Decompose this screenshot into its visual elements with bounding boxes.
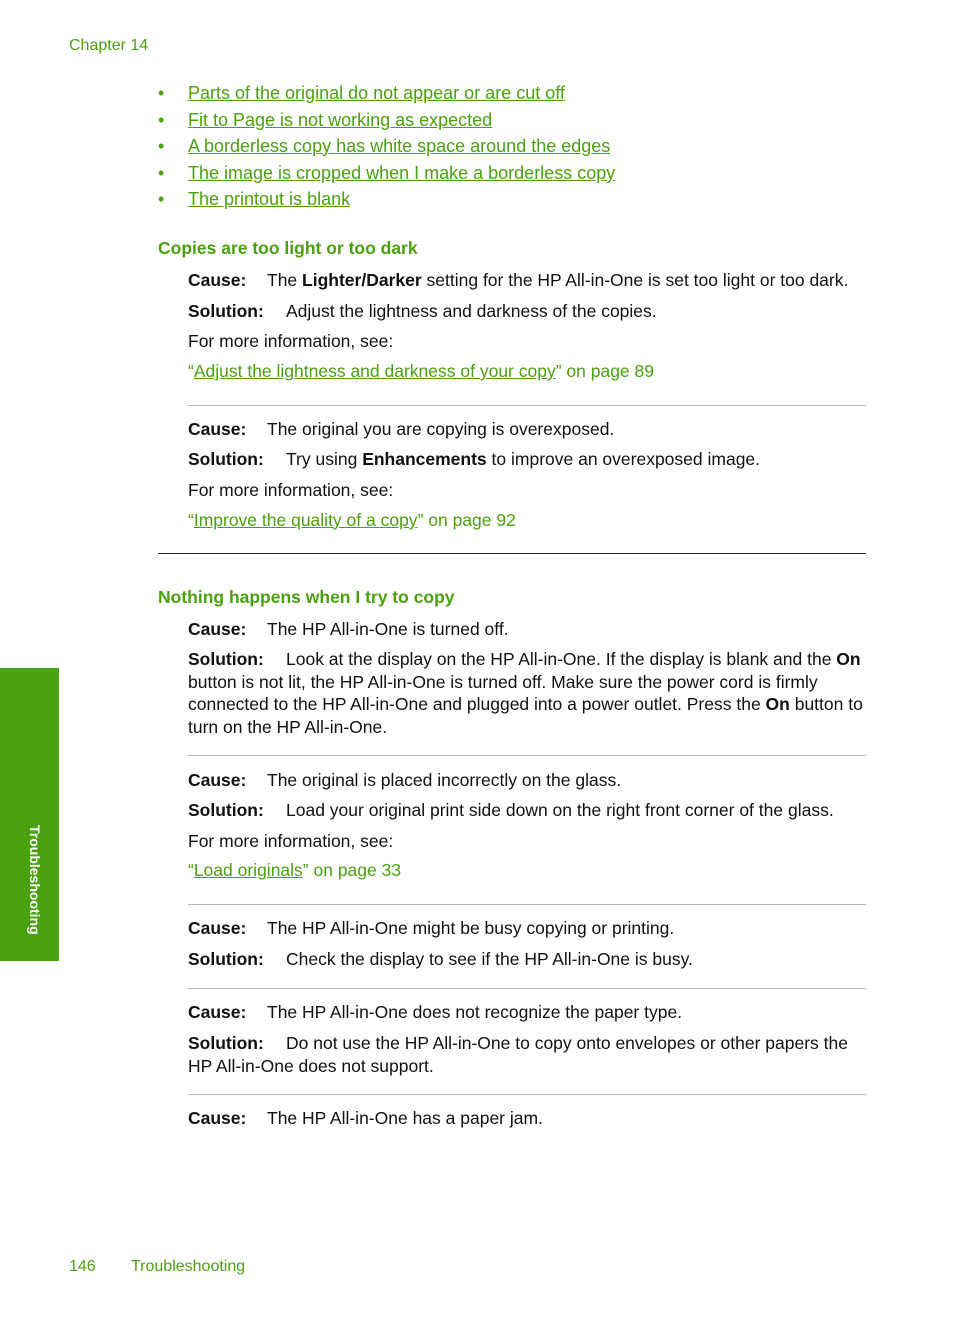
section-divider — [158, 553, 866, 554]
toc-link[interactable]: Fit to Page is not working as expected — [188, 109, 493, 130]
cause-label: Cause: — [188, 419, 247, 439]
toc-link[interactable]: Parts of the original do not appear or are cut off — [188, 83, 565, 103]
page-number: 146 — [69, 1258, 96, 1275]
cause-paragraph: Cause: The Lighter/Darker setting for the HP All-in-One is set too light or too dark. — [188, 270, 849, 290]
solution-paragraph: Solution: Try using Enhancements to improve an overexposed image. — [188, 449, 761, 469]
bullet-icon: • — [158, 109, 165, 130]
more-info-text: For more information, see: — [188, 831, 394, 851]
divider — [188, 904, 866, 905]
solution-label: Solution: — [188, 449, 264, 469]
side-tab-label: Troubleshooting — [27, 825, 43, 935]
solution-label: Solution: — [188, 301, 264, 321]
section-heading: Nothing happens when I try to copy — [158, 587, 455, 607]
cause-label: Cause: — [188, 918, 247, 938]
solution-paragraph: Solution: Do not use the HP All-in-One to copy onto envelopes or other papers the HP All-in-One does not support. — [188, 1033, 848, 1076]
divider — [188, 755, 866, 756]
cross-reference-link[interactable]: Adjust the lightness and darkness of your copy — [193, 361, 556, 381]
list-item — [158, 160, 615, 187]
cause-label: Cause: — [188, 619, 247, 639]
footer-title: Troubleshooting — [131, 1258, 246, 1275]
more-info-text: For more information, see: — [188, 480, 394, 500]
toc-link[interactable]: The printout is blank — [188, 189, 351, 209]
solution-paragraph: Solution: Adjust the lightness and darkness of the copies. — [188, 301, 657, 321]
list-item — [158, 186, 615, 213]
divider — [188, 1094, 866, 1095]
solution-label: Solution: — [188, 649, 264, 669]
cause-paragraph: Cause: The HP All-in-One might be busy copying or printing. — [188, 918, 675, 938]
bullet-icon: • — [158, 136, 165, 156]
cross-reference-link[interactable]: Load originals — [193, 860, 303, 880]
divider — [188, 405, 866, 406]
list-item — [158, 80, 615, 107]
cause-label: Cause: — [188, 770, 247, 790]
cause-label: Cause: — [188, 270, 247, 290]
solution-paragraph: Solution: Look at the display on the HP All-in-One. If the display is blank and the On button is not lit, the HP All-in-One is turned off. Make sure the power cord is firmly connected to the HP All-in-One and plugged into a power outlet. Press the On button to turn on the HP All-in-One. — [188, 649, 863, 737]
solution-label: Solution: — [188, 800, 264, 820]
cause-paragraph: Cause: The original is placed incorrectly on the glass. — [188, 770, 622, 790]
chapter-label: Chapter 14 — [69, 37, 149, 54]
cross-reference-link[interactable]: Improve the quality of a copy — [193, 510, 418, 530]
cross-reference: “Load originals” on page 33 — [188, 860, 402, 880]
cross-reference: “Improve the quality of a copy” on page 92 — [188, 510, 516, 530]
list-item — [158, 133, 615, 160]
section-heading: Copies are too light or too dark — [158, 238, 418, 258]
solution-paragraph: Solution: Load your original print side down on the right front corner of the glass. — [188, 800, 834, 820]
bullet-icon: • — [158, 189, 165, 209]
solution-label: Solution: — [188, 1033, 264, 1053]
toc-link[interactable]: The image is cropped when I make a borderless copy — [188, 162, 616, 183]
bullet-icon: • — [158, 162, 165, 183]
cause-paragraph: Cause: The original you are copying is overexposed. — [188, 419, 615, 439]
cause-label: Cause: — [188, 1002, 247, 1022]
related-topics-list — [158, 80, 615, 213]
cause-paragraph: Cause: The HP All-in-One is turned off. — [188, 619, 509, 639]
toc-link[interactable]: A borderless copy has white space around the edges — [188, 136, 611, 156]
cause-label: Cause: — [188, 1108, 247, 1128]
bullet-icon: • — [158, 83, 165, 103]
cross-reference: “Adjust the lightness and darkness of your copy” on page 89 — [188, 361, 654, 381]
cause-paragraph: Cause: The HP All-in-One does not recognize the paper type. — [188, 1002, 683, 1022]
cause-paragraph: Cause: The HP All-in-One has a paper jam. — [188, 1108, 543, 1128]
divider — [188, 988, 866, 989]
list-item — [158, 107, 615, 134]
solution-label: Solution: — [188, 949, 264, 969]
more-info-text: For more information, see: — [188, 331, 394, 351]
solution-paragraph: Solution: Check the display to see if the HP All-in-One is busy. — [188, 949, 693, 969]
